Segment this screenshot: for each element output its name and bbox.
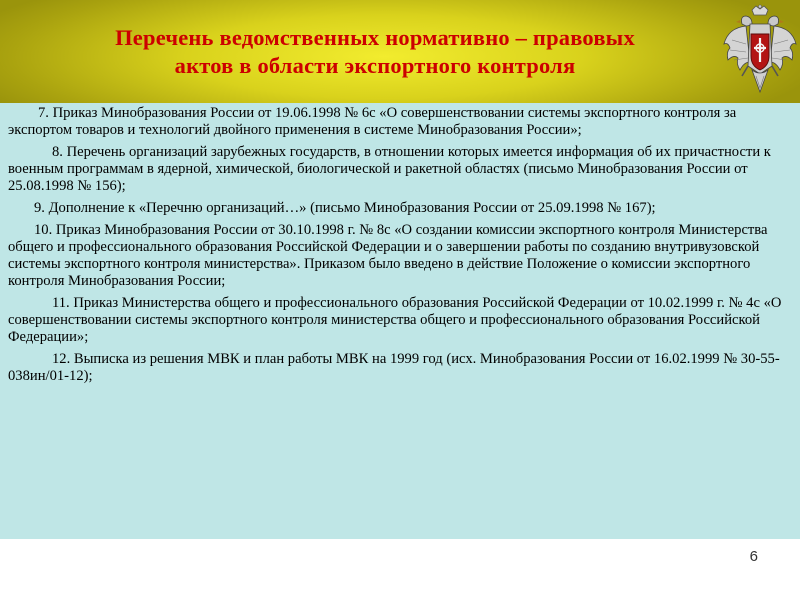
- list-item-11-text: 11. Приказ Министерства общего и профессионального образования Российской Федерации от 10.02.1999 г. № 4с «О совершенствовании системы экспортного контроля министерства общего и профессионального образования Российской Федерации»;: [8, 295, 782, 345]
- double-headed-eagle-emblem-icon: [722, 4, 798, 100]
- list-item-9-text: 9. Дополнение к «Перечню организаций…» (письмо Минобразования России от 25.09.1998 № 167);: [34, 200, 656, 216]
- list-item-9: [0, 200, 792, 217]
- slide-header: [0, 0, 800, 103]
- title-line-1: Перечень ведомственных нормативно – правовых: [115, 25, 635, 50]
- slide-content: [0, 103, 800, 539]
- list-item-12-text: 12. Выписка из решения МВК и план работы МВК на 1999 год (исх. Минобразования России от 16.02.1999 № 30-55-038ин/01-12);: [8, 351, 780, 384]
- list-item-8-text: 8. Перечень организаций зарубежных государств, в отношении которых имеется информация об их причастности к военным программам в ядерной, химической, биологической и ракетной областях (письмо Минобразования России от 25.08.1998 № 156);: [8, 144, 771, 194]
- page-number: 6: [749, 548, 758, 565]
- slide-title: [60, 24, 690, 80]
- title-line-2: актов в области экспортного контроля: [174, 53, 576, 78]
- list-item-7-text: 7. Приказ Минобразования России от 19.06.1998 № 6с «О совершенствовании системы экспортного контроля за экспортом товаров и технологий двойного применения в системе Минобразования России»;: [8, 105, 737, 138]
- list-item-7: [0, 105, 792, 139]
- list-item-10-text: 10. Приказ Минобразования России от 30.10.1998 г. № 8с «О создании комиссии экспортного контроля Министерства общего и профессионального образования Российской Федерации и о завершении работы по созданию внутривузовской системы экспортного контроля министерства». Приказом было введено в действие Положение о комиссии экспортного контроля Минобразования России;: [8, 222, 768, 289]
- list-item-11: [0, 295, 792, 346]
- list-item-10: [0, 222, 792, 290]
- list-item-12: [0, 351, 792, 385]
- list-item-8: [0, 144, 792, 195]
